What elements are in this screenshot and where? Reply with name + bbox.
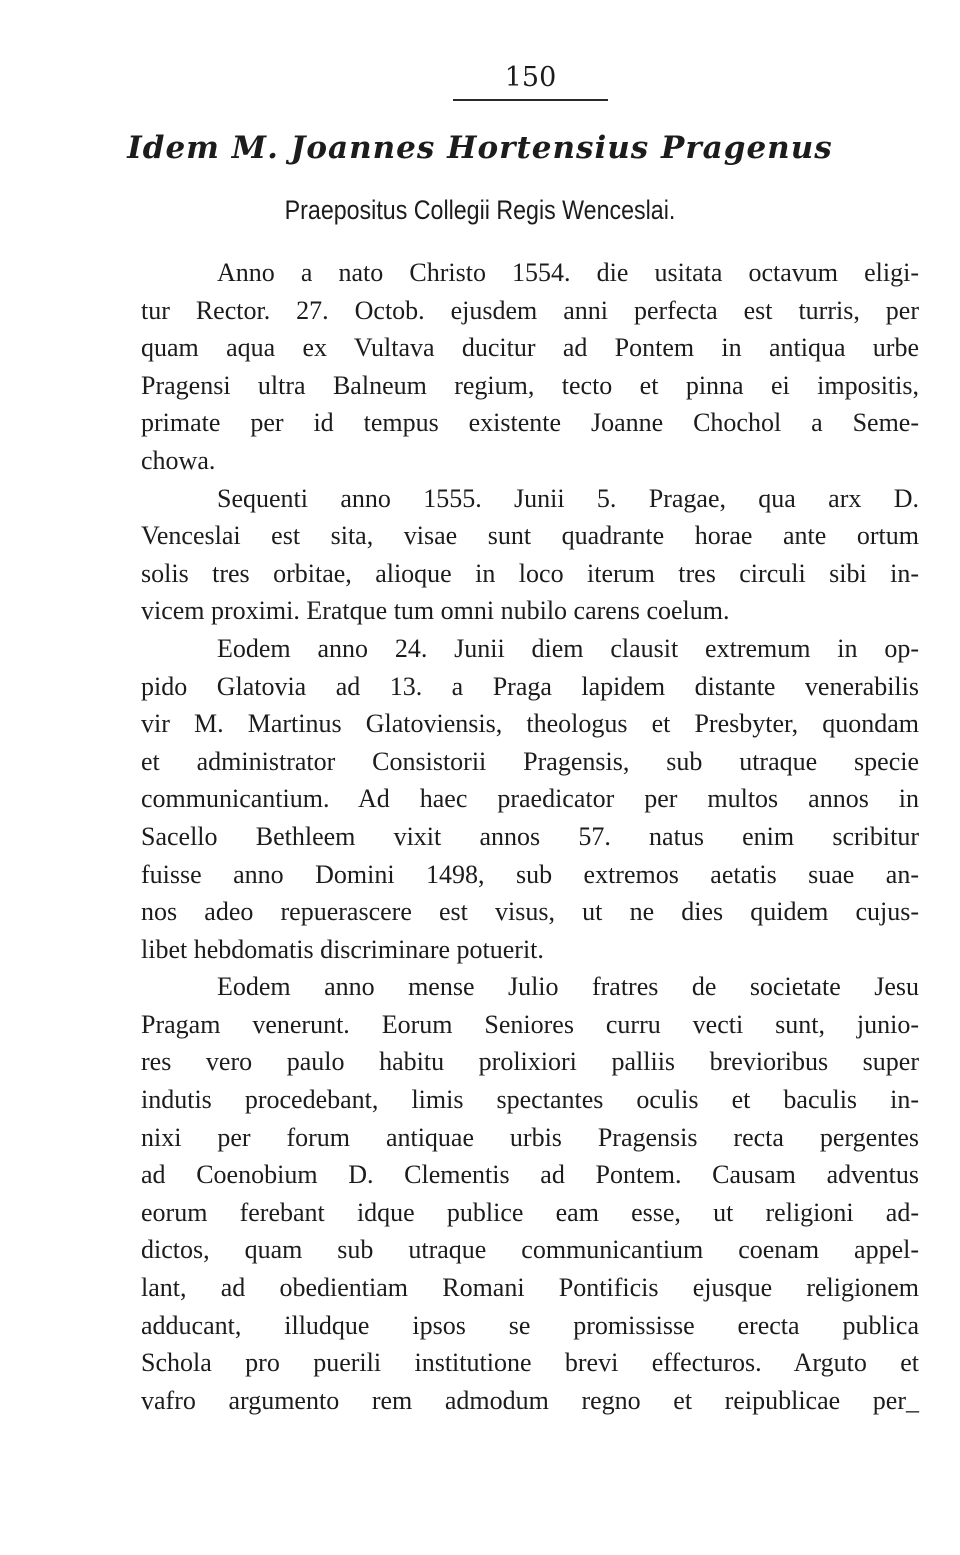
text-line: eorum ferebant idque publice eam esse, ut religioni ad- <box>141 1197 919 1227</box>
text-line: chowa. <box>141 445 216 475</box>
text-line: ad Coenobium D. Clementis ad Pontem. Causam adventus <box>141 1160 919 1190</box>
page-number: 150 <box>504 62 557 93</box>
text-line: Sequenti anno 1555. Junii 5. Pragae, qua arx D. <box>217 483 919 513</box>
text-line: solis tres orbitae, alioque in loco iterum tres circuli sibi in- <box>141 558 919 588</box>
text-line: Pragensi ultra Balneum regium, tecto et pinna ei impositis, <box>141 370 919 400</box>
text-line: adducant, illudque ipsos se promississe erecta publica <box>141 1310 919 1340</box>
text-line: Eodem anno 24. Junii diem clausit extremum in op- <box>217 633 919 663</box>
text-line: communicantium. Ad haec praedicator per multos annos in <box>141 784 919 814</box>
text-line: Sacello Bethleem vixit annos 57. natus enim scribitur <box>141 821 919 851</box>
body-text <box>141 254 919 1419</box>
text-line: vicem proximi. Eratque tum omni nubilo carens coelum. <box>141 596 730 626</box>
text-line: Anno a nato Christo 1554. die usitata octavum eligi- <box>217 258 919 287</box>
text-line: lant, ad obedientiam Romani Pontificis ejusque religionem <box>141 1273 919 1303</box>
text-line: Venceslai est sita, visae sunt quadrante horae ante ortum <box>141 521 919 551</box>
chapter-subheading: Praepositus Collegii Regis Wenceslai. <box>284 195 676 225</box>
text-line: Schola pro puerili institutione brevi effecturos. Arguto et <box>141 1348 919 1378</box>
text-line: Pragam venerunt. Eorum Seniores curru vecti sunt, junio- <box>141 1009 919 1039</box>
text-line: fuisse anno Domini 1498, sub extremos aetatis suae an- <box>141 859 919 889</box>
page-number-rule <box>453 99 608 101</box>
text-line: nos adeo repuerascere est visus, ut ne dies quidem cujus- <box>141 897 919 927</box>
text-line: res vero paulo habitu prolixiori palliis brevioribus super <box>141 1047 919 1077</box>
text-line: primate per id tempus existente Joanne Chochol a Seme- <box>141 408 919 438</box>
text-line: dictos, quam sub utraque communicantium coenam appel- <box>141 1235 919 1265</box>
text-line: Eodem anno mense Julio fratres de societate Jesu <box>217 972 919 1002</box>
chapter-heading: Idem M. Joannes Hortensius Pragenus <box>127 130 833 166</box>
text-line: indutis procedebant, limis spectantes oculis et baculis in- <box>141 1085 919 1115</box>
text-line: et administrator Consistorii Pragensis, sub utraque specie <box>141 746 919 776</box>
text-line: nixi per forum antiquae urbis Pragensis recta pergentes <box>141 1122 919 1152</box>
text-line: tur Rector. 27. Octob. ejusdem anni perfecta est turris, per <box>141 295 919 325</box>
text-line: vir M. Martinus Glatoviensis, theologus et Presbyter, quondam <box>141 709 919 739</box>
text-line: vafro argumento rem admodum regno et reipublicae per_ <box>141 1385 919 1415</box>
text-line: pido Glatovia ad 13. a Praga lapidem distante venerabilis <box>141 671 919 701</box>
text-line: libet hebdomatis discriminare potuerit. <box>141 934 544 964</box>
text-line: quam aqua ex Vultava ducitur ad Pontem in antiqua urbe <box>141 333 919 363</box>
